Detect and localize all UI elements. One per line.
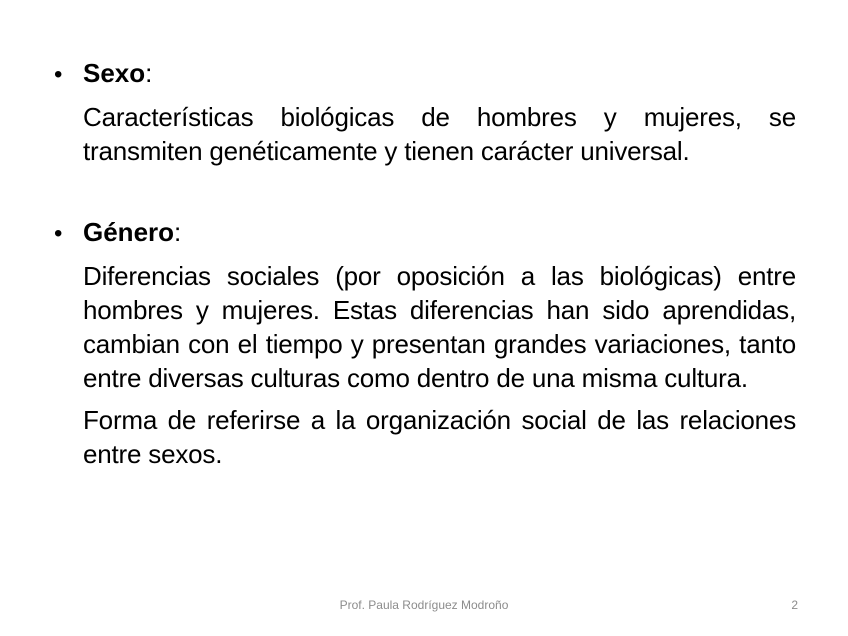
- definition-paragraph: Diferencias sociales (por oposición a las biológicas) entre hombres y mujeres. Estas diferencias han sido aprendidas, cambian con el tiempo y presentan grandes variaciones, tanto entre diversas culturas como dentro de una misma cultura.: [83, 261, 796, 393]
- bullet-icon: •: [54, 61, 63, 88]
- term-label: Género: [83, 217, 175, 247]
- bullet-item-genero: [54, 215, 796, 471]
- bullet-heading: [54, 56, 796, 92]
- page-number: 2: [791, 598, 798, 612]
- bullet-heading: [54, 215, 796, 251]
- bullet-item-sexo: [54, 56, 796, 168]
- footer-author: Prof. Paula Rodríguez Modroño: [339, 598, 509, 612]
- term-colon: :: [145, 58, 153, 88]
- term-label: Sexo: [83, 58, 146, 88]
- definition-paragraph: Características biológicas de hombres y mujeres, se transmiten genéticamente y tienen carácter universal.: [83, 102, 796, 166]
- definition-paragraph: Forma de referirse a la organización social de las relaciones entre sexos.: [83, 405, 796, 469]
- term-colon: :: [174, 217, 182, 247]
- bullet-icon: •: [54, 220, 63, 247]
